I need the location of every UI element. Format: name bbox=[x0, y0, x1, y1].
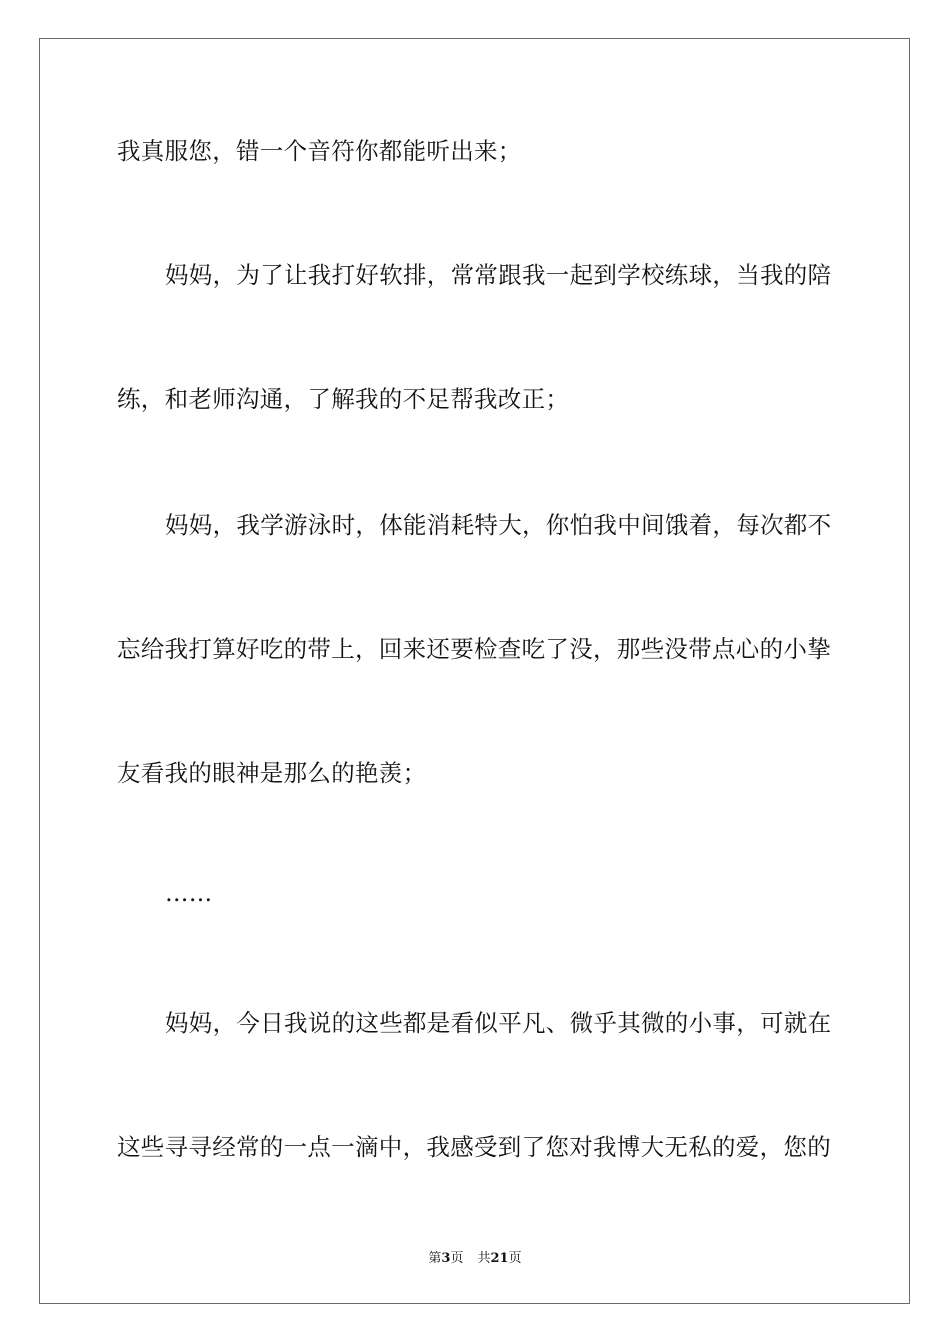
paragraph-line: 这些寻寻经常的一点一滴中，我感受到了您对我博大无私的爱，您的 bbox=[117, 1133, 831, 1161]
total-prefix: 共 bbox=[477, 1251, 491, 1266]
page-border bbox=[39, 38, 910, 1304]
page-prefix: 第 bbox=[428, 1251, 442, 1266]
paragraph-line: 妈妈，今日我说的这些都是看似平凡、微乎其微的小事，可就在 bbox=[165, 1009, 832, 1037]
paragraph-line: 我真服您，错一个音符你都能听出来； bbox=[117, 137, 522, 165]
paragraph-line: 妈妈，我学游泳时，体能消耗特大，你怕我中间饿着，每次都不 bbox=[165, 511, 832, 539]
page-suffix: 页 bbox=[450, 1251, 464, 1266]
ellipsis-line: …… bbox=[165, 879, 213, 907]
page-number: 3 bbox=[441, 1251, 451, 1266]
paragraph-line: 忘给我打算好吃的带上，回来还要检查吃了没，那些没带点心的小挚 bbox=[117, 635, 831, 663]
paragraph-line: 友看我的眼神是那么的艳羡； bbox=[117, 759, 427, 787]
page-footer bbox=[0, 1247, 950, 1266]
paragraph-line: 练，和老师沟通，了解我的不足帮我改正； bbox=[117, 385, 570, 413]
total-suffix: 页 bbox=[508, 1251, 522, 1266]
total-pages: 21 bbox=[490, 1251, 509, 1266]
paragraph-line: 妈妈，为了让我打好软排，常常跟我一起到学校练球，当我的陪 bbox=[165, 261, 832, 289]
